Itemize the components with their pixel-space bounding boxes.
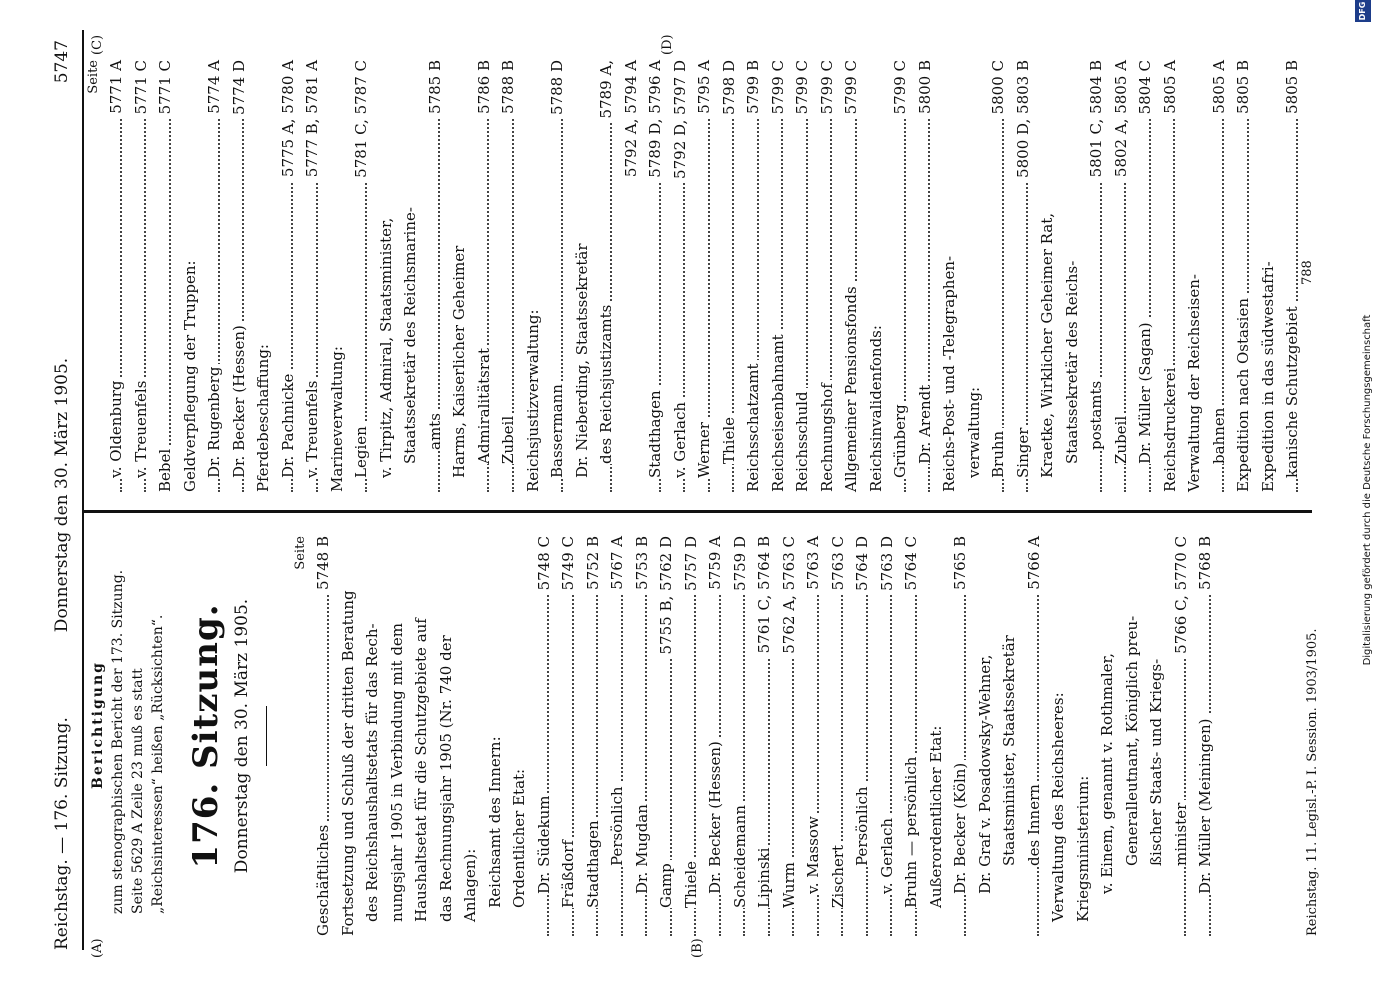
entry-text: Bebel [156, 446, 174, 492]
entry-text: Dr. Müller (Meiningen) [1196, 715, 1214, 894]
entry-text: Außerordentlicher Etat: [927, 723, 945, 908]
index-entry [300, 60, 325, 492]
index-entry [619, 60, 644, 492]
index-entry [741, 60, 766, 492]
entry-page-ref: 5764 C [899, 536, 924, 594]
entry-page-ref: 5767 A [605, 536, 630, 594]
entry-page-ref: 5777 B, 5781 A [300, 60, 325, 181]
entry-text: Expedition nach Ostasien [1234, 295, 1252, 492]
entry-page-ref: 5800 B [913, 60, 938, 118]
entry-page-ref: 5759 A [703, 536, 728, 594]
entry-text: ßischer Staats- und Kriegs- [1147, 656, 1165, 866]
margin-mark-b: (B) [690, 938, 705, 958]
entry-page-ref: 5799 B [741, 60, 766, 118]
dot-leader [866, 536, 868, 936]
entry-text: Fortsetzung und Schluß der dritten Beratung [339, 587, 357, 936]
entry-text: Grünberg [891, 401, 909, 478]
dot-leader [1037, 536, 1039, 936]
index-entry [483, 536, 508, 936]
index-entry [398, 60, 423, 492]
index-entry [521, 60, 546, 492]
index-entry [507, 536, 532, 936]
entry-text: das Rechnungsjahr 1905 (Nr. 740 der [437, 632, 455, 922]
header-page-number: 5747 [52, 40, 72, 84]
index-entry [692, 60, 717, 492]
entry-page-ref: 5788 B [496, 60, 521, 118]
index-entry [385, 536, 410, 936]
entry-page-ref: 5763 A [801, 536, 826, 594]
index-entry [1011, 60, 1036, 492]
entry-page-ref: 5764 D [850, 536, 875, 595]
index-entry [178, 60, 203, 492]
index-entry [227, 60, 252, 492]
index-entry [1095, 536, 1120, 936]
header-date: Donnerstag den 30. März 1905. [52, 357, 72, 633]
entry-page-ref: 5799 C [839, 60, 864, 118]
index-entry [888, 60, 913, 492]
left-index-list [311, 536, 1218, 936]
index-entry [752, 536, 777, 936]
digitization-note: Digitalisierung gefördert durch die Deutsche Forschungsgemeinschaft [1362, 314, 1373, 666]
entry-text: Dr. Becker (Hessen) [230, 322, 248, 478]
index-entry [630, 536, 655, 936]
entry-text: Dr. Becker (Köln) [951, 760, 969, 894]
index-entry [1193, 536, 1218, 936]
entry-text: Fräßdorf [559, 837, 577, 908]
entry-page-ref: 5786 B [472, 60, 497, 118]
entry-page-ref: 5804 C [1133, 60, 1158, 118]
entry-text: Stadthagen [584, 817, 602, 908]
entry-page-ref: 5775 A, 5780 A [276, 60, 301, 181]
entry-text: Ordentlicher Etat: [510, 766, 528, 908]
entry-text: Reichsinvalidenfonds: [867, 322, 885, 492]
entry-text: Bassermann [548, 381, 566, 478]
entry-text: Persönlich [608, 783, 626, 866]
entry-text: Singer [1014, 425, 1032, 478]
entry-text: Reichsjustizverwaltung: [524, 306, 542, 492]
entry-page-ref: 5771 C [153, 60, 178, 118]
entry-text: kanische Schutzgebiet [1283, 303, 1301, 478]
entry-page-ref: 5788 D [545, 60, 570, 119]
right-index-list [104, 60, 1305, 492]
index-entry [668, 60, 693, 492]
index-entry [423, 60, 448, 492]
entry-page-ref: 5799 C [766, 60, 791, 118]
entry-text: v. Tirpitz, Admiral, Staatsminister, [377, 215, 395, 478]
entry-text: nungsjahr 1905 in Verbindung mit dem [388, 620, 406, 922]
index-entry [766, 60, 791, 492]
entry-text [622, 461, 640, 464]
index-entry [643, 60, 668, 492]
entry-page-ref: 5755 B, 5762 D [654, 536, 679, 658]
index-entry [458, 536, 483, 936]
index-entry [654, 536, 679, 936]
index-entry [913, 60, 938, 492]
entry-page-ref: 5795 A [692, 60, 717, 118]
short-rule [266, 706, 267, 766]
index-entry [826, 536, 851, 936]
entry-page-ref: 5765 B [948, 536, 973, 594]
entry-page-ref: 5781 C, 5787 C [349, 60, 374, 182]
entry-text: v. Oldenburg [107, 378, 125, 479]
header-rule [82, 30, 84, 950]
session-date: Donnerstag den 30. März 1905. [232, 598, 252, 874]
footer-signature-number: 788 [1300, 260, 1315, 285]
index-entry [850, 536, 875, 936]
index-entry [703, 536, 728, 936]
session-title: 176. Sitzung. [186, 603, 226, 869]
margin-mark-c: (C) [90, 34, 105, 55]
entry-page-ref: 5771 A [104, 60, 129, 118]
left-column [86, 536, 1218, 936]
seite-label: Seite [293, 536, 308, 570]
entry-page-ref: 5774 D [227, 60, 252, 119]
entry-text: Expedition in das südwestafri- [1259, 258, 1277, 492]
entry-text: v. Gerlach [671, 399, 689, 478]
index-entry [202, 60, 227, 492]
entry-text: Scheidemann [731, 802, 749, 908]
header-left: Reichstag. — 176. Sitzung. [52, 717, 72, 950]
dot-leader [169, 60, 171, 492]
entry-text: Reichsdruckerei [1161, 365, 1179, 492]
index-entry [1071, 536, 1096, 936]
entry-text: Kriegsministerium: [1074, 773, 1092, 922]
entry-text: postamts [1087, 378, 1105, 450]
entry-page-ref: 5766 C, 5770 C [1169, 536, 1194, 658]
index-entry [360, 536, 385, 936]
entry-page-ref: 5802 A, 5805 A [1109, 60, 1134, 181]
entry-text: bahnen [1210, 405, 1228, 464]
index-entry [790, 60, 815, 492]
entry-text: Reichsschuld [793, 388, 811, 492]
entry-text: Rechnungshof [818, 380, 836, 492]
entry-page-ref: 5798 D [717, 60, 742, 119]
entry-page-ref: 5800 C [986, 60, 1011, 118]
index-entry [1169, 536, 1194, 936]
index-entry [153, 60, 178, 492]
index-entry [1022, 536, 1047, 936]
index-entry [1256, 60, 1281, 492]
entry-page-ref: 5799 C [888, 60, 913, 118]
index-entry [839, 60, 864, 492]
index-entry [973, 536, 998, 936]
entry-page-ref: 5789 D, 5796 A [643, 60, 668, 182]
index-entry [1109, 60, 1134, 492]
entry-page-ref: 5805 A [1158, 60, 1183, 118]
entry-text: des Innern [1025, 781, 1043, 866]
entry-text: Pferdebeschaffung: [254, 341, 272, 492]
entry-text: Dr. Pachnicke [279, 371, 297, 478]
entry-page-ref: 5748 C [532, 536, 557, 594]
index-entry [801, 536, 826, 936]
entry-text: Marineverwaltung: [328, 343, 346, 492]
entry-text: Generalleutnant, Königlich preu- [1123, 613, 1141, 866]
index-entry [434, 536, 459, 936]
index-entry [447, 60, 472, 492]
entry-text: v. Treuenfels [132, 378, 150, 478]
entry-text: Staatsminister, Staatssekretär [1000, 632, 1018, 866]
entry-text: Werner [695, 419, 713, 478]
index-entry [545, 60, 570, 492]
index-entry [532, 536, 557, 936]
entry-text: Gamp [657, 860, 675, 908]
index-entry [962, 60, 987, 492]
correction-title: Berichtigung [90, 661, 106, 789]
entry-text: Zischert [829, 842, 847, 908]
entry-text: v. Gerlach [878, 815, 896, 894]
entry-text: Dr. Nieberding, Staatssekretär [573, 241, 591, 479]
entry-page-ref: 5805 A [1207, 60, 1232, 118]
entry-text: v. Massow [804, 813, 822, 894]
entry-text: Dr. Rugenberg [205, 364, 223, 478]
index-entry [581, 536, 606, 936]
entry-text: Harms, Kaiserlicher Geheimer [450, 243, 468, 478]
right-column [86, 60, 1305, 492]
index-entry [937, 60, 962, 492]
entry-text: Dr. Arendt [916, 382, 934, 464]
dot-leader [621, 536, 623, 936]
entry-text: Staatssekretär des Reichsmarine- [401, 204, 419, 464]
entry-page-ref: 5763 C [826, 536, 851, 594]
column-divider [82, 510, 1312, 513]
index-entry [1158, 60, 1183, 492]
entry-page-ref: 5774 A [202, 60, 227, 118]
index-entry [556, 536, 581, 936]
entry-page-ref: 5785 B [423, 60, 448, 118]
index-entry [104, 60, 129, 492]
index-entry [1060, 60, 1085, 492]
index-entry [251, 60, 276, 492]
index-entry [899, 536, 924, 936]
entry-text: Dr. Müller (Sagan) [1136, 319, 1154, 464]
index-entry [1231, 60, 1256, 492]
correction-note [88, 536, 168, 936]
index-entry [472, 60, 497, 492]
entry-text: Geschäftliches [314, 822, 332, 936]
entry-page-ref: 5771 C [129, 60, 154, 118]
entry-text: Legien [352, 423, 370, 478]
entry-text: Verwaltung der Reichseisen- [1185, 271, 1203, 492]
entry-text: Bruhn — persönlich [902, 754, 920, 908]
entry-page-ref: 5762 A, 5763 C [777, 536, 802, 658]
entry-page-ref: 5766 A [1022, 536, 1047, 594]
entry-page-ref: 5799 C [790, 60, 815, 118]
entry-page-ref: 5753 B [630, 536, 655, 594]
index-entry [997, 536, 1022, 936]
entry-page-ref: 5749 C [556, 536, 581, 594]
entry-text: Verwaltung des Reichsheeres: [1049, 689, 1067, 922]
entry-text: Dr. Graf v. Posadowsky-Wehner, [976, 652, 994, 894]
entry-page-ref: 5761 C, 5764 B [752, 536, 777, 657]
entry-page-ref: 5757 D [679, 536, 704, 595]
index-entry [1046, 536, 1071, 936]
entry-text: v. Einem, genannt v. Rothmaler, [1098, 650, 1116, 894]
index-entry [311, 536, 336, 936]
entry-text: Kraetke, Wirklicher Geheimer Rat, [1038, 210, 1056, 478]
footer-session-info: Reichstag. 11. Legisl.-P. I. Session. 1903/1905. [1305, 628, 1320, 936]
entry-page-ref: 5768 B [1193, 536, 1218, 594]
entry-text: amts [426, 410, 444, 450]
index-entry [349, 60, 374, 492]
index-entry [409, 536, 434, 936]
index-entry [717, 60, 742, 492]
entry-text: Reichs-Post- und -Telegraphen- [940, 253, 958, 492]
entry-text: Thiele [720, 414, 738, 464]
index-entry [605, 536, 630, 936]
index-entry [594, 60, 619, 492]
entry-text: Geldverpflegung der Truppen: [181, 257, 199, 492]
index-entry [679, 536, 704, 936]
entry-page-ref: 5792 A, 5794 A [619, 60, 644, 181]
index-entry [864, 60, 889, 492]
entry-text: Haushaltsetat für die Schutzgebiete auf [412, 615, 430, 922]
entry-page-ref: 5805 B [1231, 60, 1256, 118]
running-header [52, 40, 74, 950]
index-entry [496, 60, 521, 492]
correction-text: zum stenographischen Bericht der 173. Sitzung. Seite 5629 A Zeile 23 muß es statt „Reichsinteressen“ heißen „Rücksichten“. [110, 569, 166, 914]
entry-text: Staatssekretär des Reichs- [1063, 258, 1081, 464]
entry-text: Wurm [780, 859, 798, 908]
index-entry [570, 60, 595, 492]
index-entry [948, 536, 973, 936]
index-entry [1207, 60, 1232, 492]
index-entry [875, 536, 900, 936]
index-entry [325, 60, 350, 492]
entry-text: minister [1172, 800, 1190, 866]
index-entry [1035, 60, 1060, 492]
entry-text: Reichsschatzamt [744, 360, 762, 492]
entry-text: v. Treuenfels [303, 378, 321, 478]
seite-label-right: Seite [86, 60, 101, 94]
index-entry [1144, 536, 1169, 936]
entry-page-ref: 5792 D, 5797 D [668, 60, 693, 183]
entry-text: Lipinski [755, 845, 773, 908]
entry-text: Bruhn [989, 428, 1007, 478]
entry-text: Reichseisenbahnamt [769, 331, 787, 492]
index-entry [815, 60, 840, 492]
entry-text: Admiralitätsrat [475, 345, 493, 464]
entry-text: Zubeil [499, 413, 517, 464]
dfg-logo: DFG [1355, 0, 1371, 22]
entry-text: des Reichsjustizamts [597, 302, 615, 464]
entry-text: Dr. Südekum [535, 793, 553, 894]
index-entry [924, 536, 949, 936]
index-entry [1133, 60, 1158, 492]
entry-text: Thiele [682, 858, 700, 908]
entry-text: Dr. Becker (Hessen) [706, 738, 724, 894]
entry-text: verwaltung: [965, 384, 983, 478]
entry-page-ref: 5799 C [815, 60, 840, 118]
index-entry [374, 60, 399, 492]
index-entry [728, 536, 753, 936]
index-entry [777, 536, 802, 936]
entry-page-ref: 5752 B [581, 536, 606, 594]
entry-page-ref: 5759 D [728, 536, 753, 595]
entry-text: Dr. Mugdan [633, 801, 651, 894]
entry-page-ref: 5805 B [1280, 60, 1305, 118]
index-entry [336, 536, 361, 936]
entry-page-ref: 5748 B [311, 536, 336, 594]
entry-text: Allgemeiner Pensionsfonds [842, 283, 860, 492]
entry-page-ref: 5789 A, [594, 60, 619, 123]
index-entry [276, 60, 301, 492]
index-entry [986, 60, 1011, 492]
index-entry [129, 60, 154, 492]
index-entry [1120, 536, 1145, 936]
index-entry [1084, 60, 1109, 492]
entry-text: Anlagen): [461, 846, 479, 922]
entry-text: Reichsamt des Innern: [486, 733, 504, 908]
entry-text: Zubeil [1112, 413, 1130, 464]
index-entry [1182, 60, 1207, 492]
margin-mark-d: (D) [660, 34, 675, 55]
entry-page-ref: 5801 C, 5804 B [1084, 60, 1109, 181]
entry-page-ref: 5800 D, 5803 B [1011, 60, 1036, 182]
entry-text: des Reichshaushaltsetats für das Rech- [363, 620, 381, 922]
entry-page-ref: 5763 D [875, 536, 900, 595]
entry-text: Stadthagen [646, 387, 664, 478]
margin-mark-a: (A) [90, 938, 105, 958]
entry-text: Persönlich [853, 783, 871, 866]
